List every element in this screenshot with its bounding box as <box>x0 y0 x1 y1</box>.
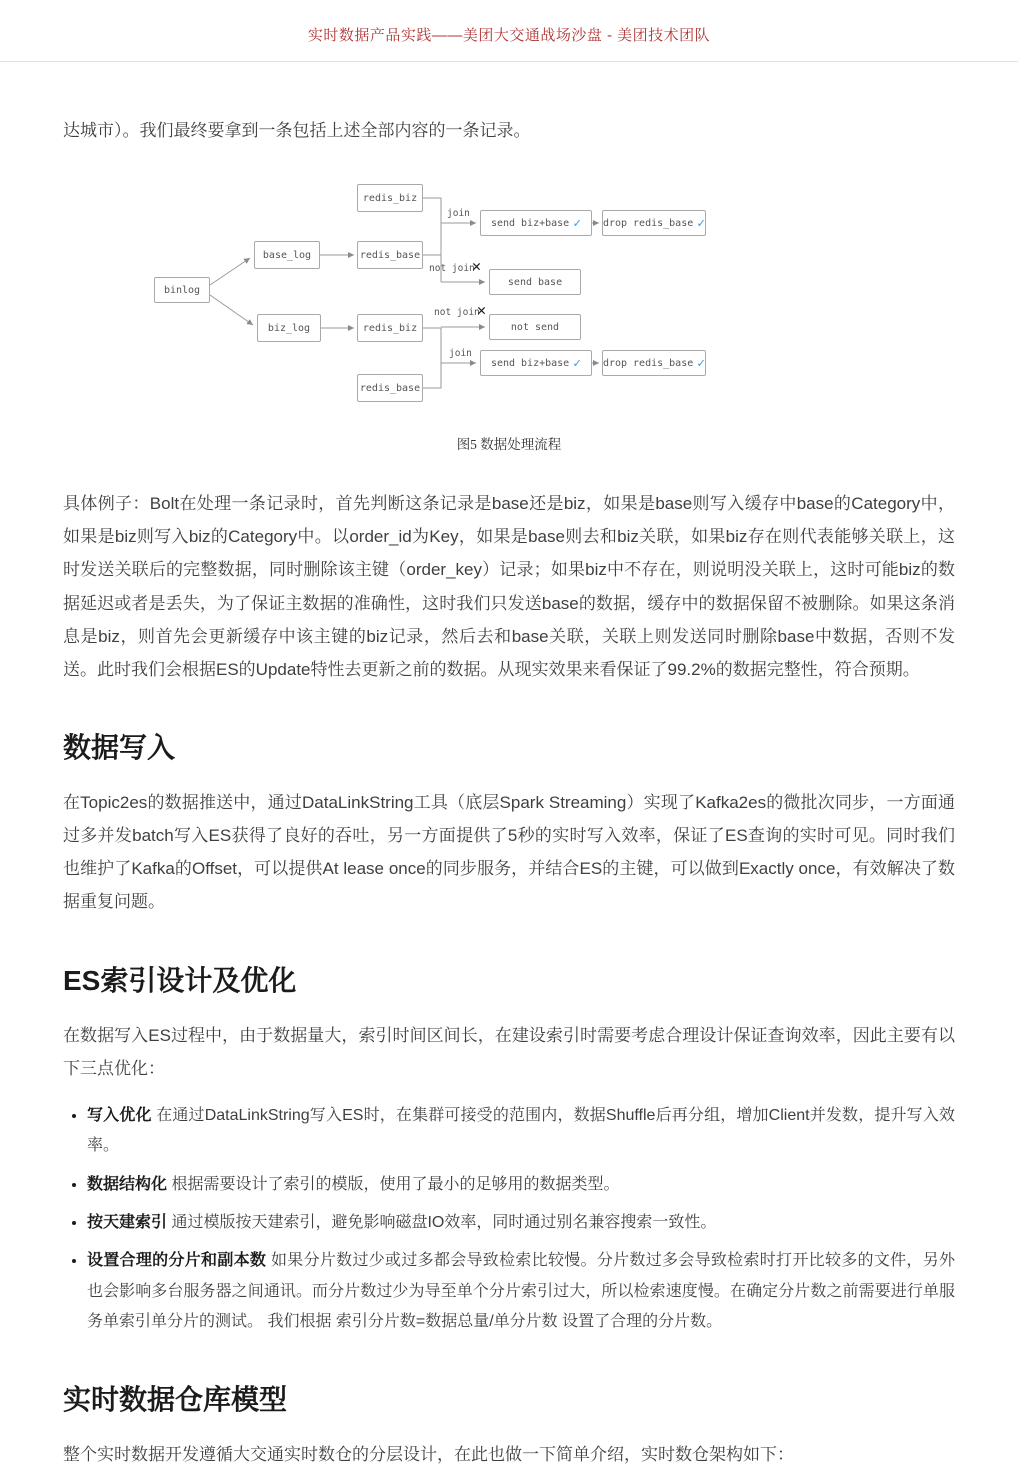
bullet-text: 如果分片数过少或过多都会导致检索比较慢。分片数过多会导致检索时打开比较多的文件，另外也会影响多台服务器之间通讯。而分片数过少为导至单个分片索引过大，所以检索速度慢。在确定分片数之前需要进行单服务单索引单分片的测试。 我们根据 索引分片数=数据总量/单分片数 设置了合理的分片数。 <box>87 1252 955 1331</box>
cross-icon: ✕ <box>472 257 482 276</box>
node-label: drop redis_base <box>602 357 694 369</box>
page-title: 实时数据产品实践——美团大交通战场沙盘 - 美团技术团队 <box>307 27 711 44</box>
section-heading-warehouse: 实时数据仓库模型 <box>63 1383 288 1415</box>
diagram-canvas <box>149 177 869 417</box>
node-label: binlog <box>163 284 201 296</box>
article-content <box>63 62 955 1471</box>
node-redis-biz-mid <box>357 314 423 342</box>
node-label: redis_biz <box>362 192 418 204</box>
site-header <box>0 0 1018 62</box>
bullet-text: 在通过DataLinkString写入ES时，在集群可接受的范围内，数据Shuffle后再分组，增加Client并发数，提升写入效率。 <box>87 1106 955 1155</box>
node-label: redis_base <box>359 382 421 394</box>
edge-label-join-bottom: join <box>449 348 472 360</box>
node-label: send biz+base <box>490 357 570 369</box>
node-base-log <box>254 241 320 269</box>
node-label: send biz+base <box>490 217 570 229</box>
edge-label-join-top: join <box>447 208 470 220</box>
optimization-list <box>63 1101 955 1338</box>
es-index-paragraph: 在数据写入ES过程中，由于数据量大，索引时间区间长，在建设索引时需要考虑合理设计保证查询效率，因此主要有以下三点优化： <box>63 1025 955 1078</box>
bullet-label: 写入优化 <box>87 1106 152 1124</box>
node-label: not send <box>510 321 560 333</box>
node-label: base_log <box>262 249 312 261</box>
list-item <box>87 1170 955 1200</box>
edge-label-not-join-top: not join <box>429 263 475 275</box>
bullet-label: 数据结构化 <box>87 1175 168 1193</box>
edge-label-not-join-mid: not join <box>434 307 480 319</box>
bullet-label: 按天建索引 <box>87 1214 168 1231</box>
data-write-paragraph: 在Topic2es的数据推送中，通过DataLinkString工具（底层Spark Streaming）实现了Kafka2es的微批次同步，一方面通过多并发batch写入ES获得了良好的吞吐，另一方面提供了5秒的实时写入效率，保证了ES查询的实时可见。同时我们也维护了Kafka的Offset，可以提供At lease once的同步服务，并结合ES的主键，可以做到Exactly once，有效解决了数据重复问题。 <box>63 792 955 912</box>
node-label: drop redis_base <box>602 217 694 229</box>
node-send-biz-base-bottom <box>480 350 592 376</box>
node-label: redis_base <box>359 249 421 261</box>
node-redis-base-bottom <box>357 374 423 402</box>
list-item <box>87 1246 955 1337</box>
section-heading-es-index: ES索引设计及优化 <box>63 964 297 996</box>
warehouse-paragraph: 整个实时数据开发遵循大交通实时数仓的分层设计，在此也做一下简单介绍，实时数仓架构如下： <box>63 1444 794 1464</box>
node-biz-log <box>257 314 321 342</box>
node-redis-biz-top <box>357 184 423 212</box>
node-send-biz-base-top <box>480 210 592 236</box>
bullet-label: 设置合理的分片和副本数 <box>87 1252 267 1270</box>
bullet-text: 通过模版按天建索引，避免影响磁盘IO效率，同时通过别名兼容搜索一致性。 <box>171 1214 717 1231</box>
check-icon: ✓ <box>697 355 706 371</box>
node-send-base <box>489 269 581 295</box>
node-drop-redis-base-top <box>602 210 706 236</box>
cross-icon: ✕ <box>477 301 487 320</box>
node-label: biz_log <box>267 322 311 334</box>
node-label: redis_biz <box>362 322 418 334</box>
figure-caption: 图5 数据处理流程 <box>456 437 562 453</box>
check-icon: ✓ <box>573 355 582 371</box>
data-flow-diagram <box>63 177 955 453</box>
example-paragraph: 具体例子：Bolt在处理一条记录时，首先判断这条记录是base还是biz，如果是base则写入缓存中base的Category中，如果是biz则写入biz的Category中。以order_id为Key，如果是base则去和biz关联，如果biz存在则代表能够关联上，这时发送关联后的完整数据，同时删除该主键（order_key）记录；如果biz中不存在，则说明没关联上，这时可能biz的数据延迟或者是丢失，为了保证主数据的准确性，这时我们只发送base的数据，缓存中的数据保留不被删除。如果这条消息是biz，则首先会更新缓存中该主键的biz记录，然后去和base关联，关联上则发送同时删除base中数据，否则不发送。此时我们会根据ES的Update特性去更新之前的数据。从现实效果来看保证了99.2%的数据完整性，符合预期。 <box>63 494 955 679</box>
node-redis-base-mid <box>357 241 423 269</box>
bullet-text: 根据需要设计了索引的模版，使用了最小的足够用的数据类型。 <box>171 1175 620 1193</box>
list-item <box>87 1208 955 1238</box>
section-heading-data-write: 数据写入 <box>63 731 176 763</box>
node-drop-redis-base-bottom <box>602 350 706 376</box>
intro-paragraph: 达城市）。我们最终要拿到一条包括上述全部内容的一条记录。 <box>63 121 531 140</box>
check-icon: ✓ <box>697 215 706 231</box>
node-not-send <box>489 314 581 340</box>
check-icon: ✓ <box>573 215 582 231</box>
list-item <box>87 1101 955 1162</box>
node-binlog <box>154 277 210 303</box>
node-label: send base <box>507 276 563 288</box>
